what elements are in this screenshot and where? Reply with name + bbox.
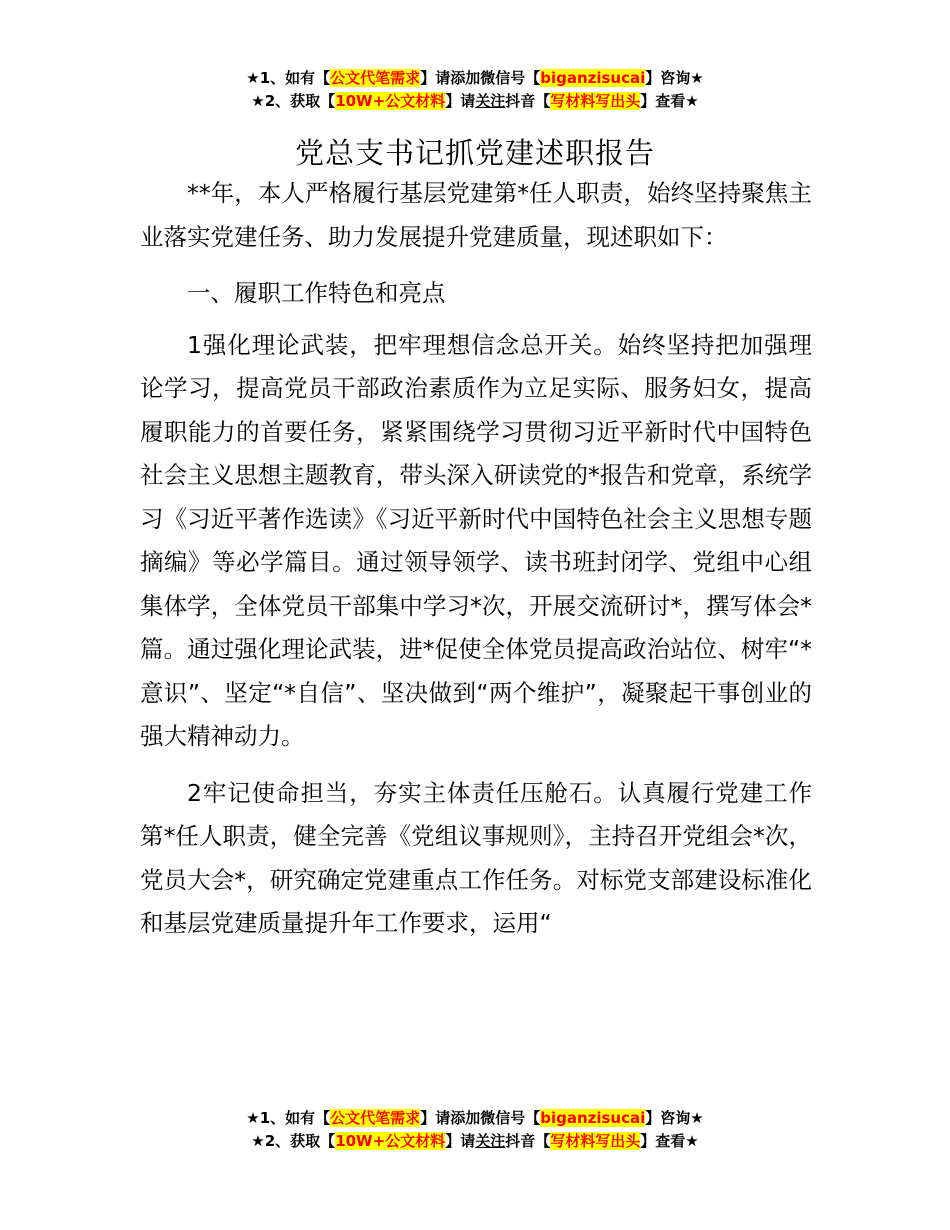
banner-text: ★1、如有【 (246, 1109, 331, 1127)
banner-text: 抖音【 (505, 92, 551, 110)
banner-underlined-text: 关注 (475, 1132, 506, 1150)
paragraph-item-2: 2牢记使命担当，夯实主体责任压舱石。认真履行党建工作第*任人职责，健全完善《党组议事规则》，主持召开党组会*次，党员大会*，研究确定党建重点工作任务。对标党支部建设标准化和基层党建质量提升年工作要求，运用“ (140, 778, 812, 937)
highlight-douyin-account: 写材料写出头 (550, 92, 641, 110)
highlight-materials: 10W+公文材料 (335, 1132, 446, 1150)
banner-text: 抖音【 (505, 1132, 551, 1150)
top-banner (0, 67, 950, 113)
section-heading: 一、履职工作特色和亮点 (187, 279, 446, 307)
banner-text: ★2、获取【 (251, 1132, 336, 1150)
banner-underlined-text: 关注 (475, 92, 506, 110)
banner-text: 】咨询★ (645, 1109, 704, 1127)
paragraph-item-1: 1强化理论武装，把牢理想信念总开关。始终坚持把加强理论学习，提高党员干部政治素质作为立足实际、服务妇女，提高履职能力的首要任务，紧紧围绕学习贯彻习近平新时代中国特色社会主义思想主题教育，带头深入研读党的*报告和党章，系统学习《习近平著作选读》《习近平新时代中国特色社会主义思想专题摘编》等必学篇目。通过领导领学、读书班封闭学、党组中心组集体学，全体党员干部集中学习*次，开展交流研讨*，撰写体会*篇。通过强化理论武装，进*促使全体党员提高政治站位、树牢“*意识”、坚定“*自信”、坚决做到“两个维护”，凝聚起干事创业的强大精神动力。 (140, 330, 812, 750)
banner-line-1 (0, 1107, 950, 1130)
paragraph-intro: **年，本人严格履行基层党建第*任人职责，始终坚持聚焦主业落实党建任务、助力发展提升党建质量，现述职如下： (140, 179, 812, 251)
banner-text: 】请添加微信号【 (420, 1109, 541, 1127)
banner-line-1 (0, 67, 950, 90)
highlight-service: 公文代笔需求 (330, 1109, 421, 1127)
document-title: 党总支书记抓党建述职报告 (294, 136, 655, 171)
banner-line-2 (0, 1130, 950, 1153)
banner-text: ★2、获取【 (251, 92, 336, 110)
highlight-wechat-id: biganzisucai (540, 1109, 646, 1127)
bottom-banner (0, 1107, 950, 1153)
banner-text: 】请 (445, 92, 476, 110)
document-body (140, 172, 812, 959)
banner-text: 】查看★ (640, 1132, 699, 1150)
highlight-wechat-id: biganzisucai (540, 69, 646, 87)
banner-text: 】请 (445, 1132, 476, 1150)
highlight-service: 公文代笔需求 (330, 69, 421, 87)
highlight-materials: 10W+公文材料 (335, 92, 446, 110)
highlight-douyin-account: 写材料写出头 (550, 1132, 641, 1150)
banner-text: ★1、如有【 (246, 69, 331, 87)
banner-text: 】咨询★ (645, 69, 704, 87)
banner-text: 】请添加微信号【 (420, 69, 541, 87)
banner-text: 】查看★ (640, 92, 699, 110)
banner-line-2 (0, 90, 950, 113)
